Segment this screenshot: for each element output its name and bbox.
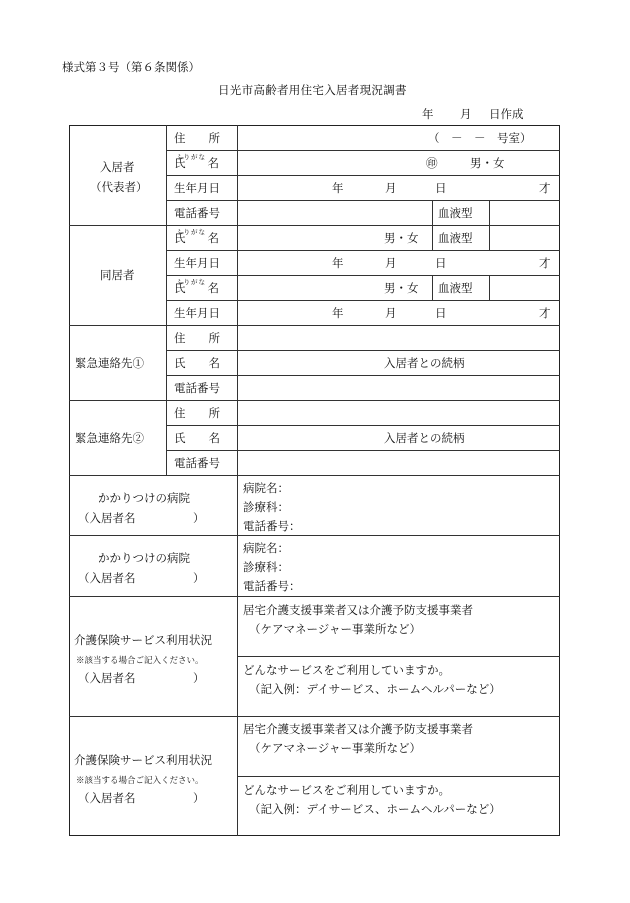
care-service-note: ※該当する場合ご記入ください。 [76,656,204,666]
relationship-label: 入居者との続柄 [384,356,465,370]
phone-label: 電話番号 [174,381,220,395]
name-label: ふりがな 氏 名 [174,278,219,295]
blood-type-label: 血液型 [438,281,473,295]
hospital-phone-label: 電話番号： [243,519,301,533]
care-service-example: （記入例：デイサービス、ホームヘルパーなど） [249,802,501,816]
care-resident-name: （入居者名 ） [78,791,205,805]
hospital-resident-name: （入居者名 ） [78,511,205,525]
seal-mark: ㊞ [426,156,438,170]
gender-field[interactable]: 男・女 [384,281,419,295]
name-label: 氏 名 [174,356,220,370]
emergency-contact-2-title: 緊急連絡先② [75,431,144,445]
birthdate-label: 生年月日 [174,256,220,270]
survey-form-page: 様式第３号（第６条関係） 日光市高齢者用住宅入居者現況調書 年 月 日作成 入居者 （代表者） 住 所 （ － － 号室） ふりがな 氏 名 ㊞ 男・女 生年月日 年 月 日 才 電話番号 血液型 同居者 ふりがな 氏 名 男・女 血液型 生年月日 年 月 日 才 ふりがな 氏 名 男・女 血液型 生年月日 年 月 日 才 緊急連絡先① 住 所 氏 名 入居者との続柄 電話番号 緊急連絡先② 住 所 氏 名 入居者との続柄 電話番号 かかりつけの病院 （入居者名 ） 病院名： 診療科： 電話番号： かかりつけの病院 （入居者名 ） 病院名： 診療科： 電話番号： 介護保険サービス利用状況 ※該当する場合ご記入ください。 （入居者名 ） 居宅介護支援事業者又は介護予防支援事業者 （ケアマネージャー事業所など） どんなサービスをご利用していますか。 （記入例：デイサービス、ホームヘルパーなど） 介護保険サービス利用状況 ※該当する場合ご記入ください。 （入居者名 ） 居宅介護支援事業者又は介護予防支援事業者 （ケアマネージャー事業所など） どんなサービスをご利用していますか。 （記入例：デイサービス、ホームヘルパーなど） [0,0,630,903]
divider [432,200,433,225]
birth-year-unit: 年 [332,181,344,195]
blood-type-label: 血液型 [438,206,473,220]
care-provider-example: （ケアマネージャー事業所など） [249,622,422,636]
department-label: 診療科： [243,500,289,514]
birthdate-label: 生年月日 [174,181,220,195]
divider [432,275,433,300]
date-month: 月 [460,107,472,121]
care-service-title: 介護保険サービス利用状況 [74,633,212,647]
page-title: 日光市高齢者用住宅入居者現況調書 [218,83,407,97]
care-provider-example: （ケアマネージャー事業所など） [249,741,422,755]
hospital-phone-label: 電話番号： [243,579,301,593]
date-year: 年 [422,107,434,121]
care-service-example: （記入例：デイサービス、ホームヘルパーなど） [249,682,501,696]
department-label: 診療科： [243,560,289,574]
relationship-label: 入居者との続柄 [384,431,465,445]
emergency-contact-1-title: 緊急連絡先① [75,356,144,370]
hospital-section-title: かかりつけの病院 [98,551,190,565]
phone-label: 電話番号 [174,206,220,220]
gender-field[interactable]: 男・女 [470,156,505,170]
age-unit: 才 [539,181,551,195]
address-label: 住 所 [174,131,220,145]
blood-type-label: 血液型 [438,231,473,245]
divider [489,200,490,225]
name-label: 氏 名 [174,431,220,445]
hospital-name-label: 病院名： [243,481,289,495]
form-number: 様式第３号（第６条関係） [62,60,200,74]
address-label: 住 所 [174,331,220,345]
divider [489,225,490,250]
name-label: ふりがな 氏 名 [174,156,219,170]
resident-section-title: 入居者 [100,160,135,174]
birthdate-label: 生年月日 [174,306,220,320]
care-service-question: どんなサービスをご利用していますか。 [243,783,450,797]
cohabitant-section-title: 同居者 [100,268,135,282]
gender-field[interactable]: 男・女 [384,231,419,245]
care-provider-label: 居宅介護支援事業者又は介護予防支援事業者 [243,722,473,736]
hospital-resident-name: （入居者名 ） [78,571,205,585]
care-service-note: ※該当する場合ご記入ください。 [76,776,204,786]
divider [237,125,238,836]
address-label: 住 所 [174,406,220,420]
phone-label: 電話番号 [174,456,220,470]
furigana-label: ふりがな [176,153,206,161]
care-service-title: 介護保険サービス利用状況 [74,753,212,767]
divider [432,225,433,250]
care-service-question: どんなサービスをご利用していますか。 [243,663,450,677]
hospital-name-label: 病院名： [243,541,289,555]
date-day-created: 日作成 [489,107,524,121]
care-resident-name: （入居者名 ） [78,671,205,685]
divider [489,275,490,300]
hospital-section-title: かかりつけの病院 [98,491,190,505]
birth-day-unit: 日 [435,181,447,195]
room-number-field[interactable]: （ － － 号室） [428,131,532,145]
care-provider-label: 居宅介護支援事業者又は介護予防支援事業者 [243,603,473,617]
name-label: ふりがな 氏 名 [174,228,219,245]
resident-section-subtitle: （代表者） [90,180,148,194]
birth-month-unit: 月 [385,181,397,195]
